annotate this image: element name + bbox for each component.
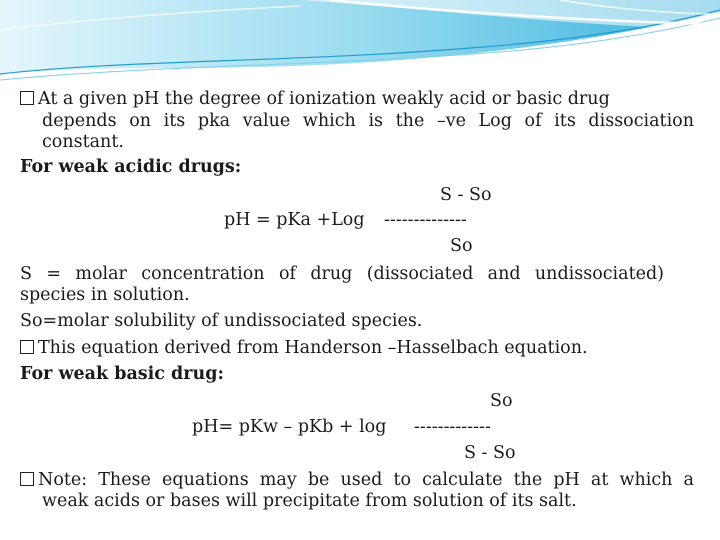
- bullet-box-icon: [20, 472, 34, 486]
- acidic-lhs: pH = pKa +Log: [224, 210, 365, 230]
- paragraph1-line3: constant.: [42, 132, 124, 152]
- basic-fraction-bar: -------------: [414, 417, 491, 437]
- basic-heading: For weak basic drug:: [20, 364, 224, 384]
- bullet-box-icon: [20, 340, 34, 354]
- definition-so: So=molar solubility of undissociated species.: [20, 311, 423, 331]
- acidic-denominator: So: [450, 236, 473, 256]
- acidic-fraction-bar: --------------: [384, 210, 467, 230]
- note-line1-text: Note: These equations may be used to calculate the pH at which a: [38, 470, 694, 490]
- definition-s-line1: S = molar concentration of drug (dissociated and undissociated): [20, 264, 664, 284]
- paragraph1-line2: depends on its pka value which is the –ve Log of its dissociation: [42, 111, 694, 131]
- paragraph1-text: At a given pH the degree of ionization weakly acid or basic drug: [38, 89, 610, 109]
- definition-s-line2: species in solution.: [20, 285, 190, 305]
- acidic-heading: For weak acidic drugs:: [20, 157, 242, 177]
- acidic-numerator: S - So: [440, 185, 492, 205]
- equation-note-text: This equation derived from Handerson –Hasselbach equation.: [38, 338, 588, 358]
- note-line1: [20, 470, 694, 491]
- basic-denominator: S - So: [464, 443, 516, 463]
- bullet-box-icon: [20, 91, 34, 105]
- header-wave-decoration: [0, 0, 720, 85]
- equation-note: [20, 338, 588, 359]
- paragraph1-line1: [20, 89, 610, 110]
- basic-numerator: So: [490, 391, 513, 411]
- note-line2: weak acids or bases will precipitate from solution of its salt.: [42, 491, 577, 511]
- basic-lhs: pH= pKw – pKb + log: [192, 417, 387, 437]
